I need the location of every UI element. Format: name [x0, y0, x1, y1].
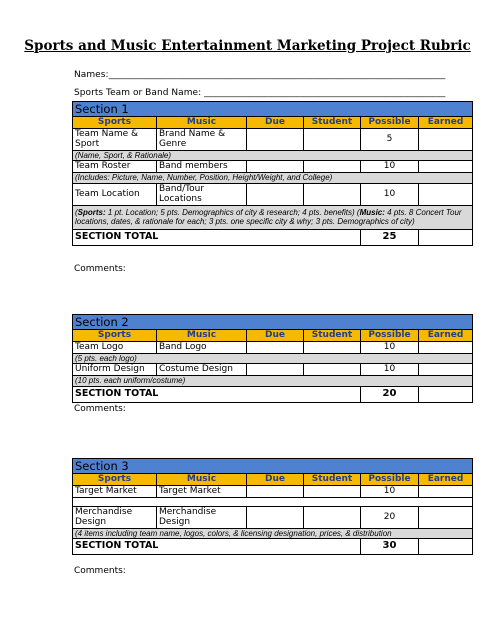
names-field[interactable]: Names:__________________________________________________________________________ — [74, 70, 446, 80]
student-cell[interactable] — [304, 341, 361, 353]
note-row: (5 pts. each logo) — [73, 353, 473, 364]
due-cell[interactable] — [247, 364, 304, 376]
note-row: (Includes: Picture, Name, Number, Position, Height/Weight, and College) — [73, 173, 473, 184]
comments-label: Comments: — [74, 404, 126, 414]
due-cell[interactable] — [247, 341, 304, 353]
due-cell[interactable] — [247, 161, 304, 173]
earned-cell[interactable] — [419, 506, 473, 528]
col-possible: Possible — [361, 330, 419, 342]
page-title: Sports and Music Entertainment Marketing Project Rubric — [24, 38, 471, 54]
due-cell[interactable] — [247, 183, 304, 205]
earned-cell[interactable] — [419, 341, 473, 353]
earned-total-cell[interactable] — [419, 386, 473, 402]
student-cell[interactable] — [304, 364, 361, 376]
section-total-row: SECTION TOTAL 20 — [73, 386, 473, 402]
earned-total-cell[interactable] — [419, 229, 473, 245]
col-earned: Earned — [419, 330, 473, 342]
student-cell[interactable] — [304, 183, 361, 205]
student-cell[interactable] — [304, 161, 361, 173]
table-row: Target Market Target Market 10 — [73, 485, 473, 497]
team-name-field[interactable]: Sports Team or Band Name: _____________________________________________________ — [74, 88, 446, 98]
col-due: Due — [247, 330, 304, 342]
due-cell[interactable] — [247, 128, 304, 150]
col-sports: Sports — [73, 330, 157, 342]
table-row: Team Logo Band Logo 10 — [73, 341, 473, 353]
earned-cell[interactable] — [419, 161, 473, 173]
comments-label: Comments: — [74, 264, 126, 274]
section-total-value: 25 — [361, 229, 419, 245]
note-row: (Sports: 1 pt. Location; 5 pts. Demographics of city & research; 4 pts. benefits) (Music: 4 pts. 8 Concert Tour locations, dates, & rationale for each; 3 pts. one specific city & why; 3 pts. Demographics of city) — [73, 205, 473, 229]
table-row: Team Name & Sport Brand Name & Genre 5 — [73, 128, 473, 150]
table-row: Team Location Band/Tour Locations 10 — [73, 183, 473, 205]
comments-label: Comments: — [74, 566, 126, 576]
earned-cell[interactable] — [419, 485, 473, 497]
earned-cell[interactable] — [419, 128, 473, 150]
col-earned: Earned — [419, 117, 473, 129]
note-row: (4 items including team name, logos, colors, & licensing designation, prices, & distribution — [73, 528, 473, 539]
earned-cell[interactable] — [419, 183, 473, 205]
col-music: Music — [157, 330, 247, 342]
section-1-table — [72, 101, 473, 246]
student-cell[interactable] — [304, 485, 361, 497]
table-row: Merchandise Design Merchandise Design 20 — [73, 506, 473, 528]
col-due: Due — [247, 474, 304, 486]
col-music: Music — [157, 474, 247, 486]
due-cell[interactable] — [247, 506, 304, 528]
section-total-row: SECTION TOTAL 25 — [73, 229, 473, 245]
col-student: Student — [304, 330, 361, 342]
section-heading: Section 3 — [73, 459, 473, 474]
student-cell[interactable] — [304, 506, 361, 528]
section-total-value: 20 — [361, 386, 419, 402]
col-due: Due — [247, 117, 304, 129]
earned-total-cell[interactable] — [419, 539, 473, 555]
col-student: Student — [304, 117, 361, 129]
note-row: (10 pts. each uniform/costume) — [73, 376, 473, 387]
section-3-table — [72, 458, 473, 555]
col-possible: Possible — [361, 117, 419, 129]
col-possible: Possible — [361, 474, 419, 486]
section-heading: Section 1 — [73, 102, 473, 117]
section-total-row: SECTION TOTAL 30 — [73, 539, 473, 555]
col-student: Student — [304, 474, 361, 486]
col-music: Music — [157, 117, 247, 129]
earned-cell[interactable] — [419, 364, 473, 376]
note-row: (Name, Sport, & Rationale) — [73, 150, 473, 161]
section-heading: Section 2 — [73, 315, 473, 330]
section-2-table — [72, 314, 473, 403]
section-total-value: 30 — [361, 539, 419, 555]
table-row: Team Roster Band members 10 — [73, 161, 473, 173]
col-sports: Sports — [73, 474, 157, 486]
due-cell[interactable] — [247, 485, 304, 497]
col-sports: Sports — [73, 117, 157, 129]
col-earned: Earned — [419, 474, 473, 486]
table-row: Uniform Design Costume Design 10 — [73, 364, 473, 376]
student-cell[interactable] — [304, 128, 361, 150]
